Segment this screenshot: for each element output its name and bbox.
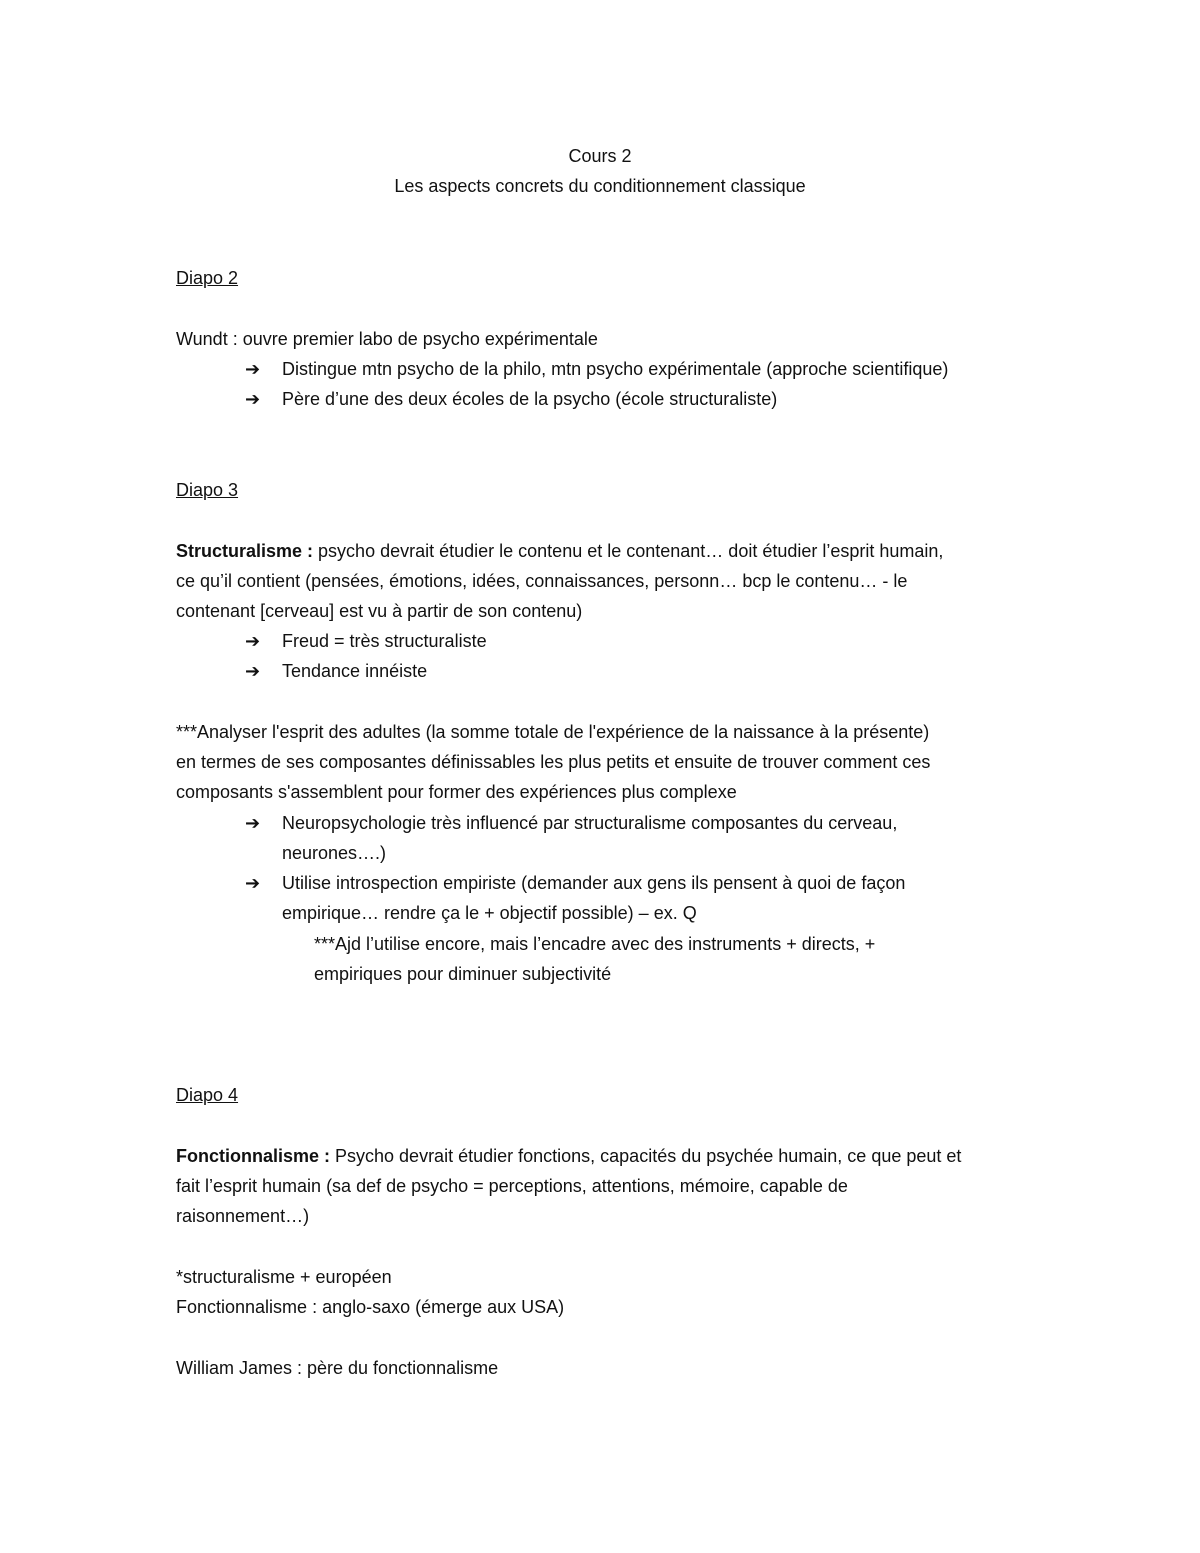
arrow-right-icon: ➔ <box>245 661 261 681</box>
list-item-text: Freud = très structuraliste <box>282 631 487 651</box>
list-item-text: Distingue mtn psycho de la philo, mtn psycho expérimentale (approche scientifique) <box>282 359 949 379</box>
note-line: composants s'assemblent pour former des expériences plus complexe <box>176 782 737 802</box>
list-item <box>245 808 897 838</box>
list-item <box>245 384 777 414</box>
text-line: William James : père du fonctionnalisme <box>176 1358 499 1378</box>
sub-note-line: ***Ajd l’utilise encore, mais l’encadre avec des instruments + directs, + <box>314 934 876 954</box>
document-title: Cours 2 <box>568 146 632 166</box>
arrow-right-icon: ➔ <box>245 813 261 833</box>
document-subtitle: Les aspects concrets du conditionnement classique <box>394 176 806 196</box>
arrow-right-icon: ➔ <box>245 389 261 409</box>
list-item <box>245 626 487 656</box>
paragraph-line: ce qu’il contient (pensées, émotions, idées, connaissances, personn… bcp le contenu… - le <box>176 571 908 591</box>
list-item-text: Père d’une des deux écoles de la psycho (école structuraliste) <box>282 389 778 409</box>
list-item <box>245 868 905 898</box>
paragraph-line <box>176 536 943 566</box>
paragraph-text: Psycho devrait étudier fonctions, capacités du psychée humain, ce que peut et <box>330 1146 962 1166</box>
list-item-text: Tendance innéiste <box>282 661 428 681</box>
paragraph-line <box>176 1141 961 1171</box>
paragraph-text: psycho devrait étudier le contenu et le contenant… doit étudier l’esprit humain, <box>313 541 944 561</box>
list-item-continuation: empirique… rendre ça le + objectif possible) – ex. Q <box>282 903 697 923</box>
list-item-text: Utilise introspection empiriste (demander aux gens ils pensent à quoi de façon <box>282 873 906 893</box>
note-line: ***Analyser l'esprit des adultes (la somme totale de l'expérience de la naissance à la présente) <box>176 722 930 742</box>
diapo-2-heading: Diapo 2 <box>176 268 239 288</box>
arrow-right-icon: ➔ <box>245 873 261 893</box>
list-item <box>245 354 948 384</box>
paragraph-line: raisonnement…) <box>176 1206 310 1226</box>
text-line: *structuralisme + européen <box>176 1267 392 1287</box>
text-line: Fonctionnalisme : anglo-saxo (émerge aux USA) <box>176 1297 565 1317</box>
paragraph-line: fait l’esprit humain (sa def de psycho = perceptions, attentions, mémoire, capable de <box>176 1176 848 1196</box>
diapo-3-heading: Diapo 3 <box>176 480 239 500</box>
arrow-right-icon: ➔ <box>245 359 261 379</box>
term-structuralisme: Structuralisme : <box>176 541 314 561</box>
diapo-4-heading: Diapo 4 <box>176 1085 239 1105</box>
note-line: en termes de ses composantes définissables les plus petits et ensuite de trouver comment ces <box>176 752 931 772</box>
list-item <box>245 656 427 686</box>
list-item-text: Neuropsychologie très influencé par structuralisme composantes du cerveau, <box>282 813 898 833</box>
sub-note-line: empiriques pour diminuer subjectivité <box>314 964 612 984</box>
diapo-2-text: Wundt : ouvre premier labo de psycho expérimentale <box>176 329 598 349</box>
list-item-continuation: neurones….) <box>282 843 387 863</box>
arrow-right-icon: ➔ <box>245 631 261 651</box>
term-fonctionnalisme: Fonctionnalisme : <box>176 1146 331 1166</box>
paragraph-line: contenant [cerveau] est vu à partir de son contenu) <box>176 601 583 621</box>
